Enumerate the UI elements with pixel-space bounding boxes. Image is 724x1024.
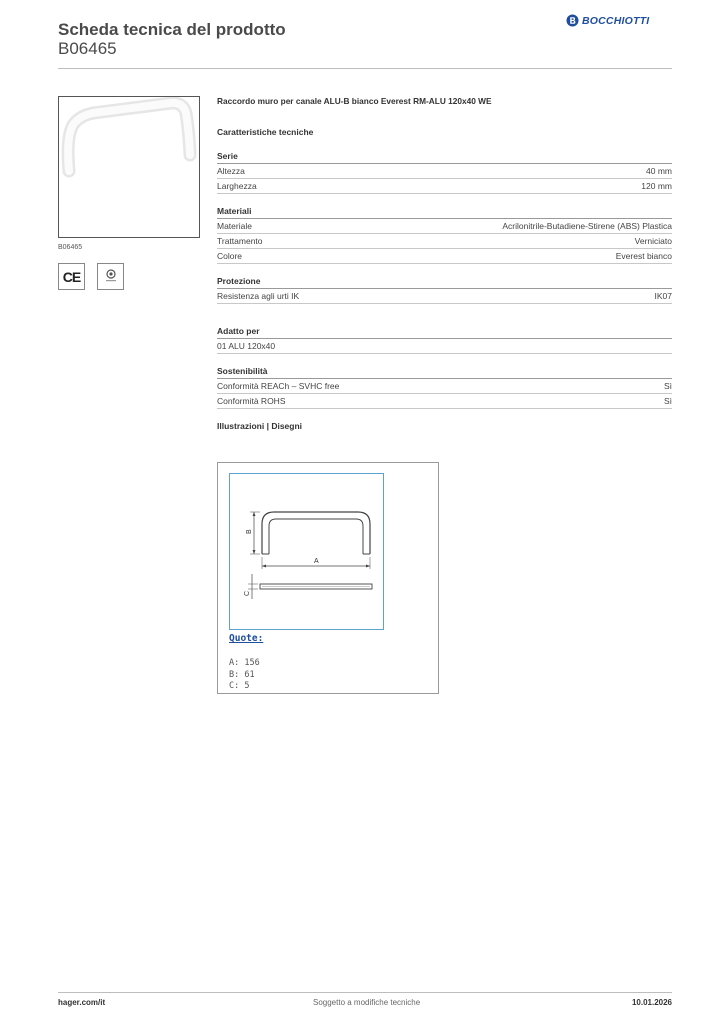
product-code: B06465	[58, 39, 117, 58]
image-caption: B06465	[58, 244, 83, 251]
product-title: Raccordo muro per canale ALU-B bianco Everest RM-ALU 120x40 WE	[217, 96, 492, 106]
dim-label-c: C	[244, 590, 251, 596]
spec-row: Trattamento Verniciato	[217, 234, 672, 249]
dim-label-a: A	[314, 558, 319, 565]
quote-item: B: 61	[229, 669, 255, 680]
group-title: Materiali	[217, 206, 672, 219]
group-title: Adatto per	[217, 326, 672, 339]
ce-mark: CE	[58, 263, 85, 290]
illustration-box	[217, 462, 439, 694]
spec-group-adatto	[217, 326, 672, 354]
technical-drawing	[229, 473, 384, 630]
footer-date: 10.01.2026	[631, 998, 672, 1007]
footer-note: Soggetto a modifiche tecniche	[313, 998, 421, 1007]
spec-row: Conformità ROHS Sì	[217, 394, 672, 409]
spec-group-serie	[217, 151, 672, 194]
spec-row: Materiale Acrilonitrile-Butadiene-Stirene (ABS) Plastica	[217, 219, 672, 234]
certification-mark	[97, 263, 124, 290]
product-photo-icon	[59, 97, 199, 237]
product-image	[58, 96, 200, 238]
footer-divider	[58, 992, 672, 993]
specs-heading: Caratteristiche tecniche	[217, 127, 314, 137]
page-title: Scheda tecnica del prodotto	[58, 20, 286, 39]
brand-logo	[566, 14, 649, 27]
group-title: Protezione	[217, 276, 672, 289]
spec-row: Conformità REACh – SVHC free Sì	[217, 379, 672, 394]
spec-row: Resistenza agli urti IK IK07	[217, 289, 672, 304]
spec-section	[217, 96, 672, 431]
spec-row: Altezza 40 mm	[217, 164, 672, 179]
spec-row: 01 ALU 120x40	[217, 339, 672, 354]
quote-item: C: 5	[229, 681, 250, 691]
header-divider	[58, 68, 672, 69]
dimension-drawing-icon	[230, 474, 382, 628]
quote-list	[229, 658, 260, 693]
dim-label-b: B	[246, 529, 253, 534]
footer-website-link[interactable]: hager.com/it	[58, 998, 106, 1007]
illustrations-heading: Illustrazioni | Disegni	[217, 421, 303, 431]
spec-row: Larghezza 120 mm	[217, 179, 672, 194]
brand-name: BOCCHIOTTI	[582, 14, 650, 27]
quote-item: A: 156	[229, 658, 260, 668]
group-title: Sostenibilità	[217, 366, 672, 379]
brand-mark-icon	[566, 14, 579, 27]
quote-title: Quote:	[229, 633, 264, 644]
certification-icon	[102, 268, 120, 286]
group-title: Serie	[217, 151, 672, 164]
spec-group-materiali	[217, 206, 672, 264]
spec-row: Colore Everest bianco	[217, 249, 672, 264]
spec-group-sostenibilita	[217, 366, 672, 409]
spec-group-protezione	[217, 276, 672, 304]
